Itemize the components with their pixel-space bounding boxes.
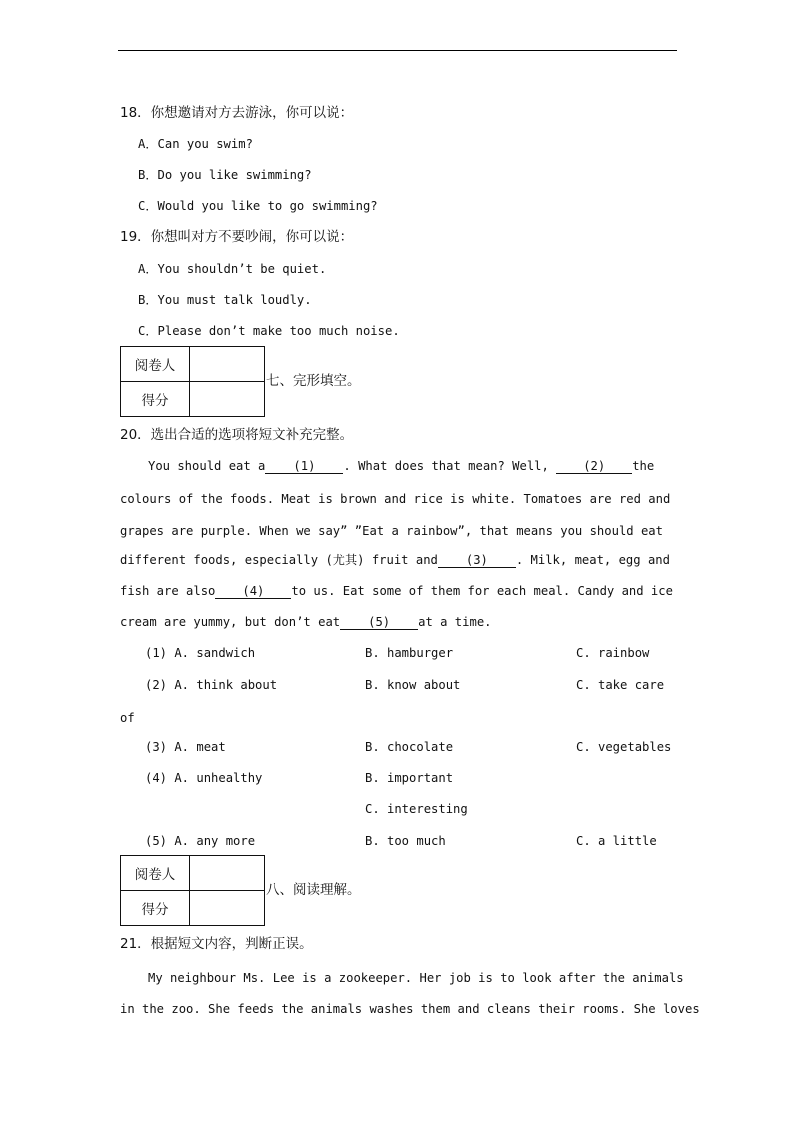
q20-2-option-c[interactable]: C. take care [576, 678, 665, 692]
q20-passage-line-4 [120, 552, 670, 568]
q20-1-option-a[interactable]: (1) A. sandwich [145, 646, 256, 660]
text-run: cream are yummy, but don’t eat [120, 615, 341, 629]
score-box-section7 [120, 346, 265, 417]
q18-option-b[interactable]: B．Do you like swimming? [138, 168, 312, 182]
q18-option-c[interactable]: C．Would you like to go swimming? [138, 199, 378, 213]
blank-1[interactable]: (1) [265, 459, 343, 474]
q20-3-option-b[interactable]: B. chocolate [365, 740, 454, 754]
q20-5-option-b[interactable]: B. too much [365, 834, 446, 848]
score-box-section8 [120, 855, 265, 926]
q18-stem: 18．你想邀请对方去游泳，你可以说： [120, 105, 354, 121]
text-run: to us. Eat some of them for each meal. Candy and ice [291, 584, 673, 598]
score-field[interactable] [190, 891, 265, 926]
q20-5-option-c[interactable]: C. a little [576, 834, 657, 848]
text-run: You should eat a [148, 459, 266, 473]
text-run: . Milk, meat, egg and [515, 553, 670, 567]
q21-passage-line-2: in the zoo. She feeds the animals washes them and cleans their rooms. She loves [120, 1002, 700, 1016]
text-run: fish are also [120, 584, 216, 598]
q20-passage-line-1 [148, 458, 654, 474]
q20-1-option-c[interactable]: C. rainbow [576, 646, 650, 660]
q21-stem: 21．根据短文内容，判断正误。 [120, 936, 313, 952]
q21-passage-line-1: My neighbour Ms. Lee is a zookeeper. Her job is to look after the animals [148, 971, 684, 985]
q20-passage-line-6 [120, 614, 492, 630]
blank-3[interactable]: (3) [438, 553, 516, 568]
reviewer-label: 阅卷人 [121, 347, 190, 382]
score-label: 得分 [121, 891, 190, 926]
q20-5-option-a[interactable]: (5) A. any more [145, 834, 256, 848]
section8-title: 八、阅读理解。 [266, 882, 361, 898]
blank-5[interactable]: (5) [340, 615, 418, 630]
blank-2[interactable]: (2) [556, 459, 632, 474]
q20-passage-line-2: colours of the foods. Meat is brown and rice is white. Tomatoes are red and [120, 492, 671, 506]
reviewer-field[interactable] [190, 347, 265, 382]
q20-stem: 20．选出合适的选项将短文补充完整。 [120, 427, 354, 443]
text-run: the [632, 459, 655, 473]
q20-3-option-a[interactable]: (3) A. meat [145, 740, 226, 754]
reviewer-field[interactable] [190, 856, 265, 891]
reviewer-label: 阅卷人 [121, 856, 190, 891]
q18-option-a[interactable]: A．Can you swim? [138, 137, 253, 151]
q20-3-option-c[interactable]: C. vegetables [576, 740, 672, 754]
blank-4[interactable]: (4) [215, 584, 291, 599]
text-run: different foods, especially (尤其) fruit and [120, 553, 438, 567]
text-run: at a time. [418, 615, 492, 629]
q20-2-option-a[interactable]: (2) A. think about [145, 678, 278, 692]
q19-stem: 19．你想叫对方不要吵闹，你可以说： [120, 229, 354, 245]
section7-title: 七、完形填空。 [266, 373, 361, 389]
q19-option-a[interactable]: A．You shouldn’t be quiet. [138, 262, 327, 276]
score-label: 得分 [121, 382, 190, 417]
q20-2-option-b[interactable]: B. know about [365, 678, 461, 692]
q20-4-option-b[interactable]: B. important [365, 771, 454, 785]
q20-2-option-c-wrap: of [120, 711, 135, 725]
q20-passage-line-3: grapes are purple. When we sayˮ ˮEat a rainbowˮ, that means you should eat [120, 524, 663, 538]
q20-4-option-c[interactable]: C. interesting [365, 802, 468, 816]
q19-option-b[interactable]: B．You must talk loudly. [138, 293, 312, 307]
q20-passage-line-5 [120, 583, 673, 599]
score-field[interactable] [190, 382, 265, 417]
text-run: . What does that mean? Well, [343, 459, 549, 473]
q19-option-c[interactable]: C．Please don’t make too much noise. [138, 324, 400, 338]
header-rule [118, 50, 677, 51]
q20-4-option-a[interactable]: (4) A. unhealthy [145, 771, 263, 785]
q20-1-option-b[interactable]: B. hamburger [365, 646, 454, 660]
